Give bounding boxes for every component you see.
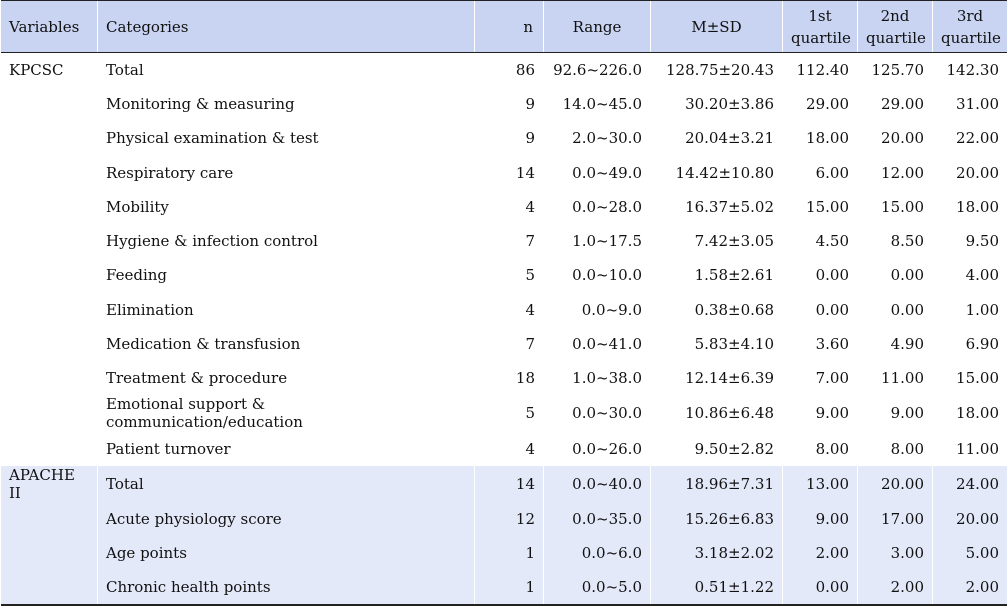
cell-variable [1,361,98,395]
cell-q1: 112.40 [783,53,858,87]
table-row [1,431,1007,465]
table-row [1,466,1007,502]
cell-variable [1,87,98,121]
cell-q3: 4.00 [933,258,1007,292]
header-row [1,1,1007,53]
cell-variable [1,570,98,604]
cell-q3: 20.00 [933,155,1007,189]
cell-msd: 16.37±5.02 [651,190,783,224]
cell-q3: 2.00 [933,570,1007,604]
cell-category: Treatment & procedure [98,361,475,395]
cell-n: 86 [475,53,544,87]
cell-range: 0.0~10.0 [544,258,651,292]
cell-q3: 11.00 [933,431,1007,465]
cell-n: 1 [475,570,544,604]
table-row [1,570,1007,604]
cell-q2: 2.00 [858,570,933,604]
cell-msd: 1.58±2.61 [651,258,783,292]
cell-range: 14.0~45.0 [544,87,651,121]
table-row [1,155,1007,189]
cell-category: Mobility [98,190,475,224]
cell-q1: 18.00 [783,121,858,155]
cell-msd: 14.42±10.80 [651,155,783,189]
cell-variable [1,121,98,155]
cell-q2: 20.00 [858,466,933,502]
table-header [1,1,1007,53]
cell-q3: 6.90 [933,327,1007,361]
cell-category: Feeding [98,258,475,292]
cell-q2: 12.00 [858,155,933,189]
cell-q1: 0.00 [783,570,858,604]
cell-msd: 15.26±6.83 [651,502,783,536]
cell-msd: 7.42±3.05 [651,224,783,258]
cell-category: Age points [98,536,475,570]
cell-q2: 8.50 [858,224,933,258]
cell-variable [1,224,98,258]
header-q2: 2nd quartile [858,1,933,53]
cell-category: Hygiene & infection control [98,224,475,258]
cell-q1: 7.00 [783,361,858,395]
cell-msd: 10.86±6.48 [651,395,783,431]
cell-q3: 9.50 [933,224,1007,258]
cell-range: 0.0~5.0 [544,570,651,604]
cell-category: Respiratory care [98,155,475,189]
cell-msd: 9.50±2.82 [651,431,783,465]
cell-variable [1,190,98,224]
cell-n: 5 [475,395,544,431]
cell-q2: 11.00 [858,361,933,395]
cell-variable [1,293,98,327]
cell-range: 0.0~40.0 [544,466,651,502]
header-q1: 1st quartile [783,1,858,53]
cell-msd: 20.04±3.21 [651,121,783,155]
cell-n: 12 [475,502,544,536]
cell-variable [1,502,98,536]
table-row [1,327,1007,361]
table-row [1,502,1007,536]
cell-variable [1,155,98,189]
table-row [1,87,1007,121]
cell-q1: 4.50 [783,224,858,258]
cell-n: 4 [475,431,544,465]
cell-range: 0.0~41.0 [544,327,651,361]
cell-q3: 1.00 [933,293,1007,327]
cell-range: 0.0~6.0 [544,536,651,570]
header-q3: 3rd quartile [933,1,1007,53]
table-row [1,190,1007,224]
cell-q2: 9.00 [858,395,933,431]
header-variables: Variables [1,1,98,53]
cell-q3: 22.00 [933,121,1007,155]
cell-variable [1,327,98,361]
table-row [1,224,1007,258]
cell-msd: 12.14±6.39 [651,361,783,395]
cell-msd: 0.38±0.68 [651,293,783,327]
cell-q1: 8.00 [783,431,858,465]
cell-range: 0.0~28.0 [544,190,651,224]
cell-q3: 20.00 [933,502,1007,536]
cell-category: Chronic health points [98,570,475,604]
cell-q1: 0.00 [783,293,858,327]
cell-category: Total [98,466,475,502]
cell-range: 0.0~35.0 [544,502,651,536]
cell-q3: 5.00 [933,536,1007,570]
cell-q2: 125.70 [858,53,933,87]
cell-range: 2.0~30.0 [544,121,651,155]
cell-variable [1,431,98,465]
cell-msd: 18.96±7.31 [651,466,783,502]
cell-variable [1,258,98,292]
cell-msd: 5.83±4.10 [651,327,783,361]
cell-n: 7 [475,327,544,361]
cell-variable [1,395,98,431]
cell-q2: 29.00 [858,87,933,121]
cell-n: 14 [475,155,544,189]
cell-variable: KPCSC [1,53,98,87]
cell-q3: 142.30 [933,53,1007,87]
table-row [1,293,1007,327]
table-row [1,536,1007,570]
table-body [1,53,1007,605]
cell-n: 9 [475,87,544,121]
table-row [1,258,1007,292]
cell-n: 4 [475,293,544,327]
cell-range: 1.0~17.5 [544,224,651,258]
cell-q2: 4.90 [858,327,933,361]
cell-n: 7 [475,224,544,258]
cell-category: Emotional support & communication/education [98,395,475,431]
cell-range: 1.0~38.0 [544,361,651,395]
table-row [1,121,1007,155]
cell-category: Medication & transfusion [98,327,475,361]
cell-category: Total [98,53,475,87]
cell-q1: 9.00 [783,395,858,431]
cell-q3: 18.00 [933,395,1007,431]
header-categories: Categories [98,1,475,53]
cell-range: 0.0~30.0 [544,395,651,431]
cell-category: Elimination [98,293,475,327]
cell-n: 5 [475,258,544,292]
header-msd: M±SD [651,1,783,53]
cell-q2: 20.00 [858,121,933,155]
cell-q1: 3.60 [783,327,858,361]
cell-msd: 0.51±1.22 [651,570,783,604]
cell-q3: 31.00 [933,87,1007,121]
cell-q2: 17.00 [858,502,933,536]
cell-range: 92.6~226.0 [544,53,651,87]
header-n: n [475,1,544,53]
cell-range: 0.0~26.0 [544,431,651,465]
cell-n: 18 [475,361,544,395]
table-row [1,395,1007,431]
cell-q2: 3.00 [858,536,933,570]
table-row [1,361,1007,395]
cell-msd: 3.18±2.02 [651,536,783,570]
cell-variable [1,536,98,570]
header-range: Range [544,1,651,53]
cell-n: 4 [475,190,544,224]
cell-category: Patient turnover [98,431,475,465]
cell-q1: 15.00 [783,190,858,224]
cell-q1: 0.00 [783,258,858,292]
cell-q2: 15.00 [858,190,933,224]
cell-q1: 2.00 [783,536,858,570]
cell-msd: 128.75±20.43 [651,53,783,87]
cell-q3: 24.00 [933,466,1007,502]
cell-q1: 9.00 [783,502,858,536]
cell-range: 0.0~9.0 [544,293,651,327]
cell-q1: 13.00 [783,466,858,502]
cell-variable: APACHE II [1,466,98,502]
cell-category: Monitoring & measuring [98,87,475,121]
cell-category: Physical examination & test [98,121,475,155]
cell-n: 9 [475,121,544,155]
cell-q2: 8.00 [858,431,933,465]
cell-msd: 30.20±3.86 [651,87,783,121]
cell-q1: 29.00 [783,87,858,121]
cell-q2: 0.00 [858,293,933,327]
cell-n: 1 [475,536,544,570]
cell-n: 14 [475,466,544,502]
cell-q1: 6.00 [783,155,858,189]
cell-q2: 0.00 [858,258,933,292]
cell-range: 0.0~49.0 [544,155,651,189]
cell-q3: 18.00 [933,190,1007,224]
cell-category: Acute physiology score [98,502,475,536]
statistics-table [1,0,1007,606]
cell-q3: 15.00 [933,361,1007,395]
table-row [1,53,1007,87]
